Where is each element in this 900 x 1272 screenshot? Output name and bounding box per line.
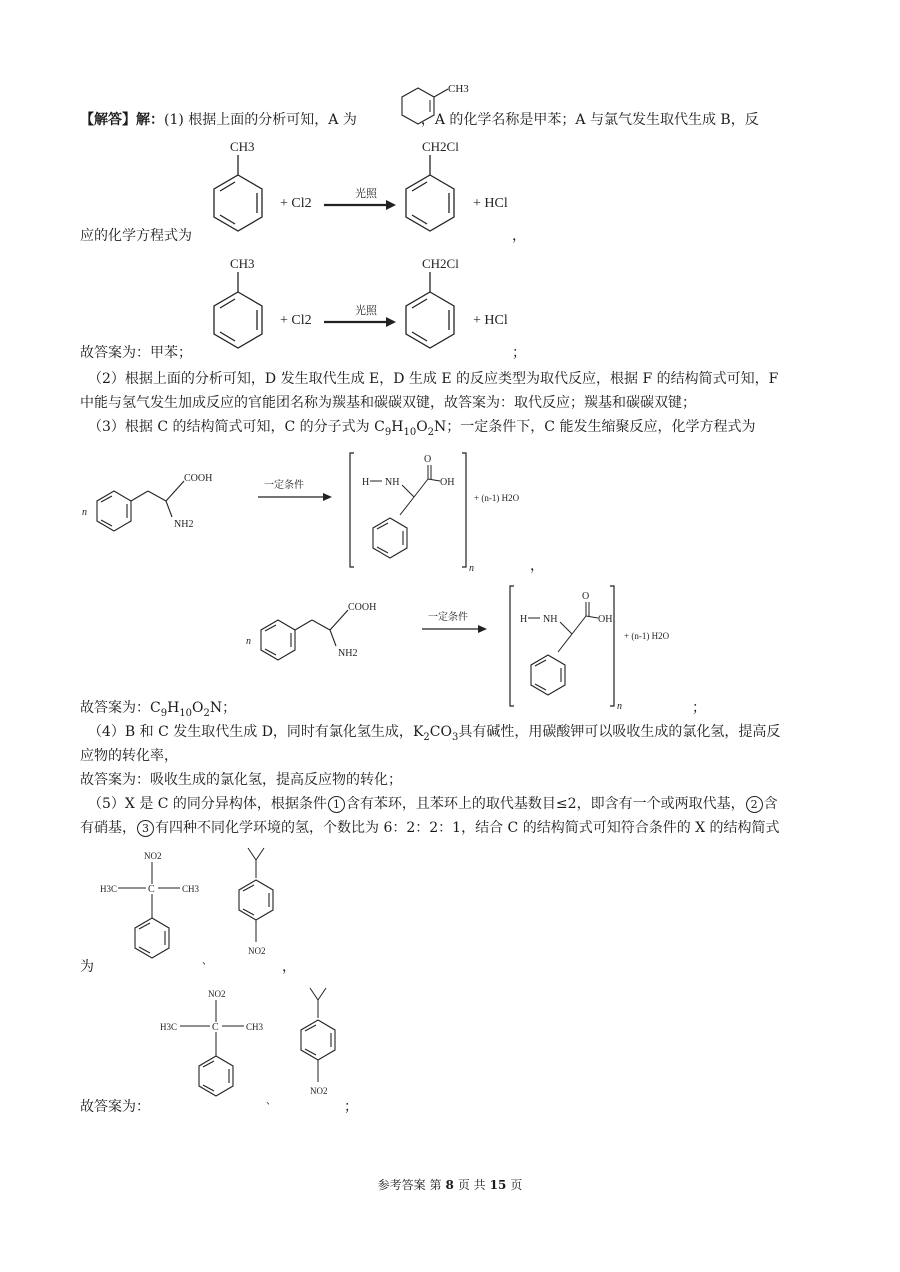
para4-line2: 应物的转化率， (80, 748, 178, 764)
light-condition: 光照 (355, 305, 377, 317)
ch2cl-label: CH2Cl (422, 139, 459, 154)
plus-hcl: + HCl (473, 196, 508, 211)
total-pages: 15 (489, 1178, 507, 1192)
para4-line1 (88, 722, 780, 748)
no2-label: NO2 (208, 989, 226, 999)
water-term: + (n-1) H2O (474, 493, 520, 503)
plus-cl2: + Cl2 (280, 196, 312, 211)
para5-text-b1: 有硝基， (80, 820, 136, 836)
para1-text-b: ，A 的化学名称是甲苯；A 与氯气发生取代生成 B，反 (420, 112, 759, 128)
answer-formula-line (80, 698, 236, 724)
para1-line2 (80, 226, 192, 246)
polycondensation-equation-1 (80, 445, 550, 575)
comma: ， (512, 228, 526, 244)
answer-toluene: 故答案为：甲苯； (80, 345, 192, 361)
c-label: C (148, 884, 155, 895)
para5-text-a1: （5）X 是 C 的同分异构体，根据条件 (88, 796, 327, 812)
no2-label: NO2 (144, 851, 162, 861)
para4-text-a: （4）B 和 C 发生取代生成 D，同时有氯化氢生成， (88, 724, 413, 740)
nh-label: NH (385, 477, 400, 488)
polycondensation-equation-2 (244, 584, 714, 714)
condition-label: 一定条件 (264, 480, 304, 491)
molecular-formula: $C_9H_{10}O_2N$ (374, 419, 447, 438)
no2-label: NO2 (310, 1086, 328, 1096)
oh-label: OH (598, 614, 613, 625)
c-label: C (212, 1022, 219, 1033)
page-number: 8 (445, 1178, 454, 1192)
para5-line2 (80, 818, 780, 838)
n-coefficient: n (246, 636, 251, 647)
k2co3-formula: $K_2CO_3$ (412, 724, 459, 743)
nh2-label: NH2 (174, 519, 194, 530)
plus-hcl: + HCl (473, 313, 508, 328)
condition-1-marker: 1 (328, 796, 345, 813)
para5-line1 (88, 794, 778, 814)
o-label: O (424, 454, 432, 465)
para3-text-a: （3）根据 C 的结构简式可知，C 的分子式为 (88, 419, 370, 435)
para3-line1 (88, 417, 755, 443)
toluene-structure-inline (396, 80, 476, 130)
chlorination-equation-1 (200, 135, 540, 245)
para5-text-a3: 含 (763, 796, 778, 812)
semicolon: ； (692, 700, 706, 716)
condition-3-marker: 3 (137, 820, 154, 837)
separator: 、 (266, 1096, 276, 1107)
ch3-label: CH3 (230, 256, 255, 271)
separator: 、 (202, 956, 212, 967)
semicolon: ； (512, 345, 526, 361)
n-coefficient: n (82, 507, 87, 518)
cooh-label: COOH (348, 602, 377, 613)
h-label: H (362, 477, 370, 488)
para4-answer: 故答案为：吸收生成的氯化氢，提高反应物的转化； (80, 772, 402, 788)
condition-2-marker: 2 (746, 796, 763, 813)
answer-label: 故答案为： (80, 700, 150, 716)
footer-post: 页 (510, 1178, 523, 1192)
comma: ， (282, 959, 296, 975)
footer-pre: 参考答案 第 (377, 1178, 442, 1192)
comma: ， (530, 558, 544, 574)
nh-label: NH (543, 614, 558, 625)
h-label: H (520, 614, 528, 625)
isomer-structures-1 (96, 842, 296, 972)
para1-text-c: 应的化学方程式为 (80, 228, 192, 244)
answer-heading: 【解答】解： (80, 112, 164, 128)
para4-text-b: 具有碱性，用碳酸钾可以吸收生成的氯化氢，提高反 (458, 724, 781, 740)
isomer-structures-2 (156, 980, 356, 1112)
nh2-label: NH2 (338, 648, 358, 659)
para2-line1: （2）根据上面的分析可知，D 发生取代生成 E，D 生成 E 的反应类型为取代反应，根据 F 的结构简式可知，F (88, 371, 779, 387)
ch3-label: CH3 (230, 139, 255, 154)
h3c-label: H3C (160, 1022, 178, 1032)
ch2cl-label: CH2Cl (422, 256, 459, 271)
para3-text-b: ；一定条件下，C 能发生缩聚反应，化学方程式为 (446, 419, 756, 435)
o-label: O (582, 591, 590, 602)
para5-answer: 故答案为： (80, 1099, 150, 1115)
n-subscript: n (469, 563, 474, 574)
para5-text-a2: 含有苯环，且苯环上的取代基数目≤2，即含有一个或两取代基， (345, 796, 745, 812)
para5-text-c: 为 (80, 959, 94, 975)
chlorination-equation-2 (200, 250, 540, 360)
h3c-label: H3C (100, 884, 118, 894)
ch3-label: CH3 (182, 884, 200, 894)
para5-text-b2: 有四种不同化学环境的氢，个数比为 6：2：2：1，结合 C 的结构简式可知符合条件的 X 的结构简式 (155, 820, 780, 836)
no2-label: NO2 (248, 946, 266, 956)
light-condition: 光照 (355, 188, 377, 200)
n-subscript: n (617, 701, 622, 712)
para2-line2: 中能与氢气发生加成反应的官能团名称为羰基和碳碳双键，故答案为：取代反应；羰基和碳碳双键； (80, 395, 696, 411)
footer-mid: 页 共 (457, 1178, 486, 1192)
condition-label: 一定条件 (428, 612, 468, 623)
oh-label: OH (440, 477, 455, 488)
para1-text-a: (1) 根据上面的分析可知，A 为 (164, 112, 357, 128)
cooh-label: COOH (184, 473, 213, 484)
molecular-formula: $C_9H_{10}O_2N$ (150, 700, 223, 719)
page-footer (0, 1176, 900, 1193)
ch3-label: CH3 (246, 1022, 264, 1032)
ch3-label: CH3 (448, 83, 469, 95)
semicolon: ； (344, 1099, 358, 1115)
semicolon: ； (222, 700, 237, 716)
water-term: + (n-1) H2O (624, 631, 670, 641)
plus-cl2: + Cl2 (280, 313, 312, 328)
